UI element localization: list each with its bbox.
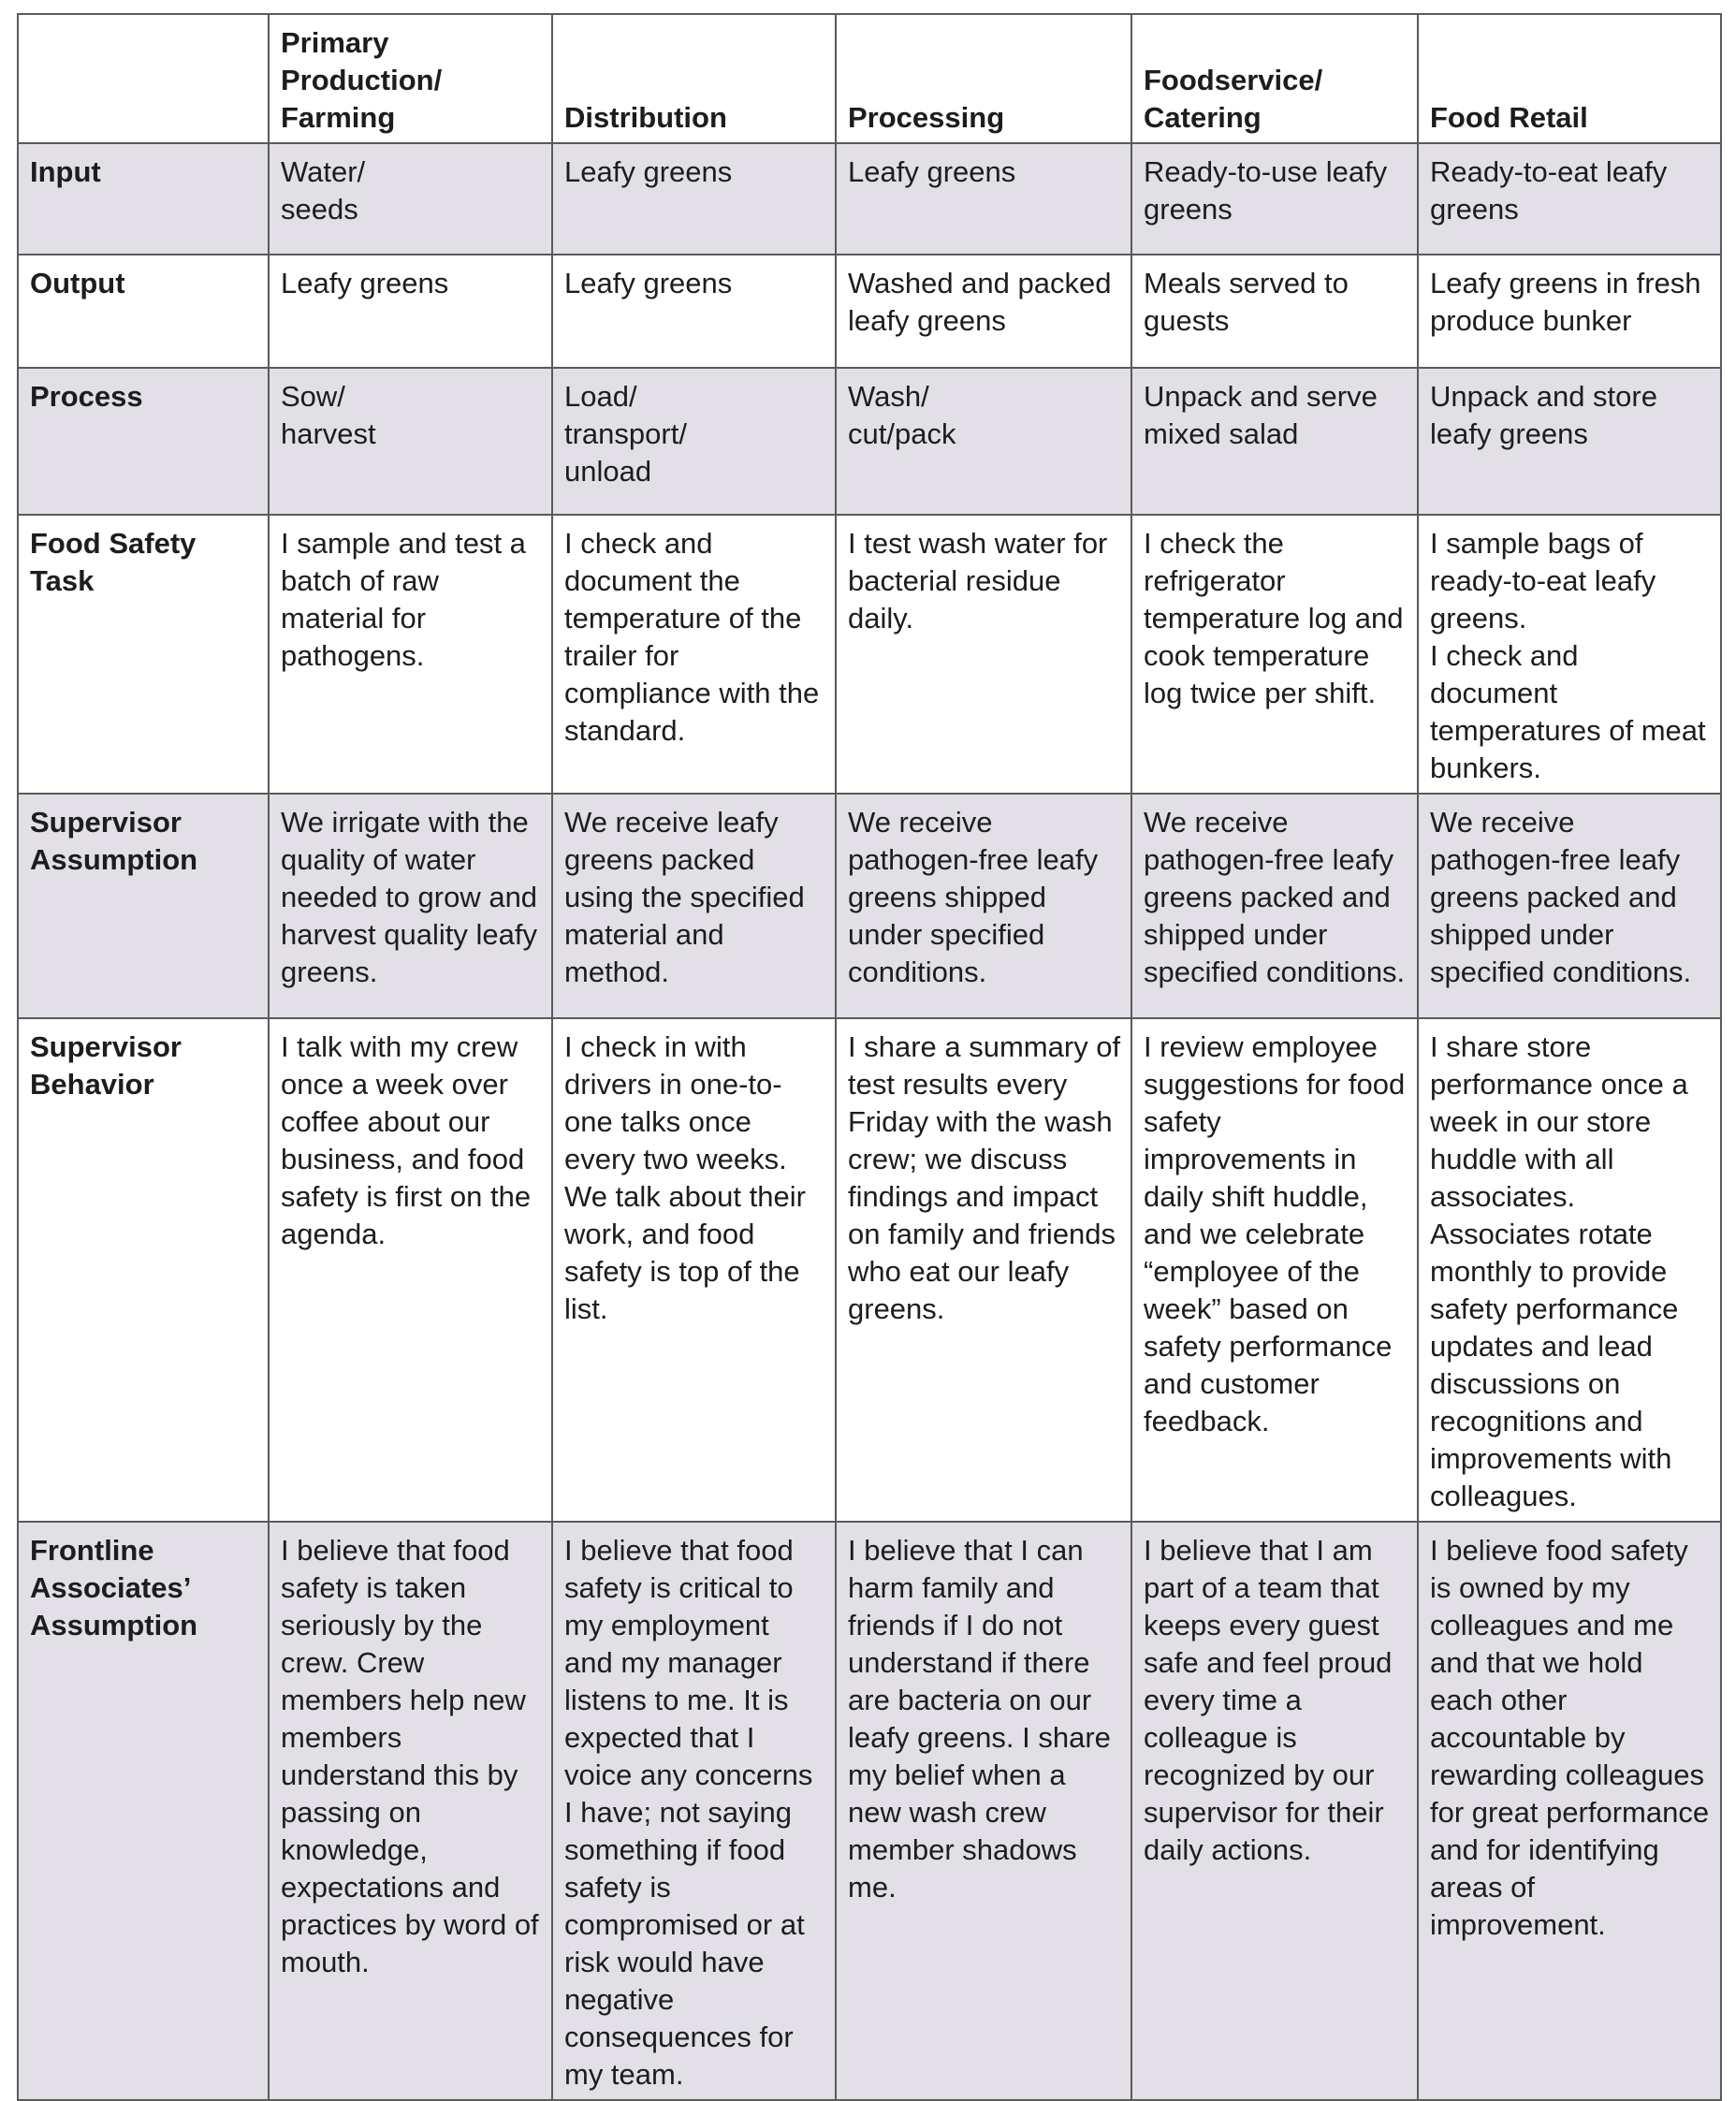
table-cell: Leafy greens — [836, 143, 1131, 255]
row-supervisor-assumption — [18, 794, 1721, 1018]
table-cell: Leafy greens in fresh produce bunker — [1418, 255, 1721, 368]
row-food-safety-task — [18, 515, 1721, 794]
row-label: Frontline Associates’ Assumption — [18, 1522, 269, 2100]
row-input — [18, 143, 1721, 255]
table-cell: Water/ seeds — [269, 143, 552, 255]
food-safety-culture-table — [17, 13, 1722, 2101]
table-cell: Load/ transport/ unload — [552, 368, 836, 515]
table-cell: I believe that food safety is critical to my employment and my manager listens to me. It is expected that I voice any concerns I have; not saying something if food safety is compromised or at risk would have negative consequences for my team. — [552, 1522, 836, 2100]
table-cell: I share a summary of test results every Friday with the wash crew; we discuss findings and impact on family and friends who eat our leafy greens. — [836, 1018, 1131, 1522]
row-supervisor-behavior — [18, 1018, 1721, 1522]
table-cell: I believe that I can harm family and friends if I do not understand if there are bacteria on our leafy greens. I share my belief when a new wash crew member shadows me. — [836, 1522, 1131, 2100]
table-cell: We receive pathogen-free leafy greens shipped under specified conditions. — [836, 794, 1131, 1018]
table-cell: I believe that I am part of a team that keeps every guest safe and feel proud every time a colleague is recognized by our supervisor for their daily actions. — [1131, 1522, 1418, 2100]
table-cell: I check the refrigerator temperature log and cook temperature log twice per shift. — [1131, 515, 1418, 794]
header-processing: Processing — [836, 14, 1131, 143]
header-distribution: Distribution — [552, 14, 836, 143]
row-frontline-associates-assumption — [18, 1522, 1721, 2100]
table-cell: I believe that food safety is taken seriously by the crew. Crew members help new members understand this by passing on knowledge, expectations and practices by word of mouth. — [269, 1522, 552, 2100]
table-cell: Washed and packed leafy greens — [836, 255, 1131, 368]
table-cell: We receive pathogen-free leafy greens packed and shipped under specified conditions. — [1131, 794, 1418, 1018]
row-label: Process — [18, 368, 269, 515]
header-foodservice: Foodservice/ Catering — [1131, 14, 1418, 143]
table-cell: We irrigate with the quality of water needed to grow and harvest quality leafy greens. — [269, 794, 552, 1018]
header-row — [18, 14, 1721, 143]
row-output — [18, 255, 1721, 368]
table-cell: Wash/ cut/pack — [836, 368, 1131, 515]
table-cell: I believe food safety is owned by my colleagues and me and that we hold each other accountable by rewarding colleagues for great performance and for identifying areas of improvement. — [1418, 1522, 1721, 2100]
table-cell: I share store performance once a week in our store huddle with all associates. Associates rotate monthly to provide safety performance updates and lead discussions on recognitions and improvements with colleagues. — [1418, 1018, 1721, 1522]
table-cell: Sow/ harvest — [269, 368, 552, 515]
table-cell: I test wash water for bacterial residue daily. — [836, 515, 1131, 794]
table-cell: Leafy greens — [269, 255, 552, 368]
row-label: Food Safety Task — [18, 515, 269, 794]
header-food-retail: Food Retail — [1418, 14, 1721, 143]
table-cell: Unpack and store leafy greens — [1418, 368, 1721, 515]
row-label: Input — [18, 143, 269, 255]
table-cell: Meals served to guests — [1131, 255, 1418, 368]
table-cell: Ready-to-eat leafy greens — [1418, 143, 1721, 255]
row-process — [18, 368, 1721, 515]
table-cell: Unpack and serve mixed salad — [1131, 368, 1418, 515]
header-primary-production: Primary Production/ Farming — [269, 14, 552, 143]
table-cell: We receive leafy greens packed using the specified material and method. — [552, 794, 836, 1018]
table-cell: Leafy greens — [552, 143, 836, 255]
row-label: Output — [18, 255, 269, 368]
table-cell: I sample and test a batch of raw material for pathogens. — [269, 515, 552, 794]
row-label: Supervisor Behavior — [18, 1018, 269, 1522]
table-cell: Ready-to-use leafy greens — [1131, 143, 1418, 255]
table-cell: I review employee suggestions for food safety improvements in daily shift huddle, and we celebrate “employee of the week” based on safety performance and customer feedback. — [1131, 1018, 1418, 1522]
table-cell: I check in with drivers in one-to-one talks once every two weeks. We talk about their work, and food safety is top of the list. — [552, 1018, 836, 1522]
table-cell: Leafy greens — [552, 255, 836, 368]
row-label: Supervisor Assumption — [18, 794, 269, 1018]
table-cell: We receive pathogen-free leafy greens packed and shipped under specified conditions. — [1418, 794, 1721, 1018]
table-cell: I talk with my crew once a week over coffee about our business, and food safety is first on the agenda. — [269, 1018, 552, 1522]
table-cell: I sample bags of ready-to-eat leafy greens. I check and document temperatures of meat bunkers. — [1418, 515, 1721, 794]
table-cell: I check and document the temperature of the trailer for compliance with the standard. — [552, 515, 836, 794]
corner-header — [18, 14, 269, 143]
